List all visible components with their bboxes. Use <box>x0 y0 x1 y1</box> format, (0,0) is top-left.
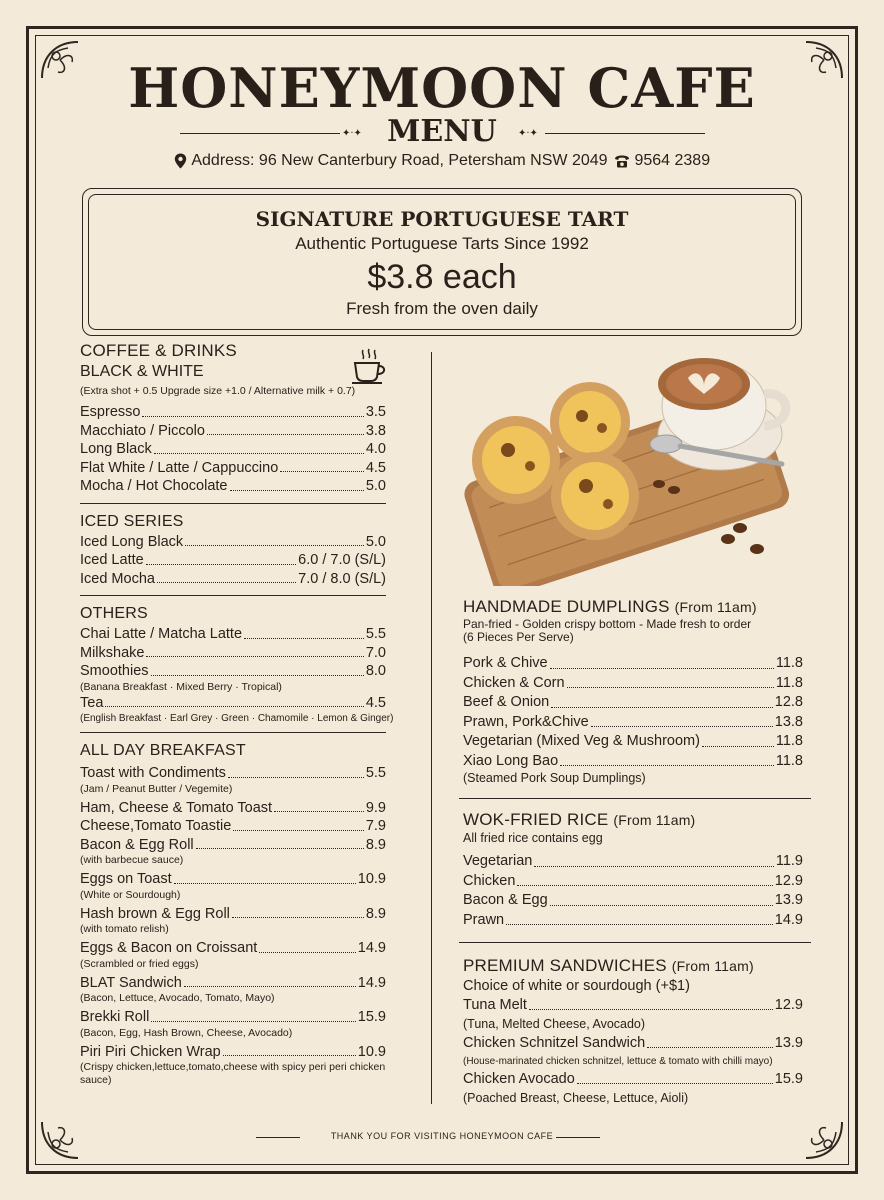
item-note: (Bacon, Lettuce, Avocado, Tomato, Mayo) <box>80 992 275 1004</box>
menu-item: Mocha / Hot Chocolate 5.0 <box>80 478 386 494</box>
left-column <box>80 340 394 1087</box>
item-note: (Crispy chicken,lettuce,tomato,cheese with spicy peri peri chicken sauce) <box>80 1061 386 1086</box>
section-divider <box>80 595 386 596</box>
item-note: (White or Sourdough) <box>80 888 181 901</box>
signature-title: SIGNATURE PORTUGUESE TART <box>255 207 629 231</box>
dumplings-title-text: HANDMADE DUMPLINGS <box>463 597 670 616</box>
coffee-and-tarts-illustration <box>452 346 800 586</box>
menu-item: Piri Piri Chicken Wrap 10.9 <box>80 1043 386 1060</box>
rice-section-title <box>463 809 803 831</box>
menu-item: Eggs on Toast 10.9 <box>80 871 386 887</box>
menu-item: Vegetarian 11.9 <box>463 853 803 869</box>
menu-item: Chai Latte / Matcha Latte 5.5 <box>80 626 386 642</box>
menu-item: Chicken & Corn 11.8 <box>463 674 803 691</box>
rice-list <box>463 852 803 930</box>
menu-item: Chicken 12.9 <box>463 872 803 889</box>
others-section-title: OTHERS <box>80 605 148 622</box>
sandwiches-note: Choice of white or sourdough (+$1) <box>463 978 690 994</box>
address-text: Address: 96 New Canterbury Road, Petersham NSW 2049 <box>191 152 608 169</box>
sandwiches-title-text: PREMIUM SANDWICHES <box>463 956 667 975</box>
menu-item: Iced Latte 6.0 / 7.0 (S/L) <box>80 552 386 568</box>
column-divider <box>431 352 432 1104</box>
menu-item: Ham, Cheese & Tomato Toast 9.9 <box>80 799 386 816</box>
menu-item: Tuna Melt 12.9 <box>463 997 803 1013</box>
ornament-left-icon: ✦·✦ <box>342 128 362 139</box>
menu-item: Milkshake 7.0 <box>80 644 386 661</box>
section-divider <box>459 798 811 799</box>
location-pin-icon <box>174 153 187 169</box>
menu-item: Espresso 3.5 <box>80 404 386 420</box>
dumplings-section-title <box>463 596 803 618</box>
coffee-cup-icon <box>349 346 389 386</box>
rice-title-text: WOK-FRIED RICE <box>463 810 609 829</box>
rice-note: All fried rice contains egg <box>463 831 603 845</box>
menu-item: Brekki Roll 15.9 <box>80 1009 386 1025</box>
item-note: (Scrambled or fried eggs) <box>80 957 199 970</box>
dumplings-note: Pan-fried - Golden crispy bottom - Made fresh to order <box>463 617 752 631</box>
right-column <box>463 596 803 1106</box>
section-divider <box>80 732 386 733</box>
menu-item: Hash brown & Egg Roll 8.9 <box>80 905 386 922</box>
sandwiches-list <box>463 996 803 1106</box>
signature-subtitle: Authentic Portuguese Tarts Since 1992 <box>295 234 589 253</box>
menu-item: Chicken Avocado 15.9 <box>463 1071 803 1087</box>
address-line <box>0 152 884 170</box>
xlb-note: (Steamed Pork Soup Dumplings) <box>463 771 646 785</box>
signature-price: $3.8 each <box>367 258 517 296</box>
menu-item: Smoothies 8.0 <box>80 663 386 679</box>
dumplings-time: (From 11am) <box>674 599 757 615</box>
signature-note: Fresh from the oven daily <box>346 299 538 318</box>
item-note: (with tomato relish) <box>80 923 169 935</box>
menu-item: Prawn 14.9 <box>463 911 803 928</box>
phone-icon <box>614 155 630 168</box>
item-note: (Poached Breast, Cheese, Lettuce, Aioli) <box>463 1091 689 1105</box>
rice-time: (From 11am) <box>613 812 696 828</box>
iced-section-title: ICED SERIES <box>80 512 184 530</box>
black-white-list <box>80 403 386 496</box>
item-note: (Tuna, Melted Cheese, Avocado) <box>463 1017 646 1031</box>
menu-item: Iced Long Black 5.0 <box>80 533 386 550</box>
menu-heading: MENU <box>387 114 497 149</box>
item-note: (House-marinated chicken schnitzel, lettuce & tomato with chilli mayo) <box>463 1056 773 1067</box>
menu-item: Prawn, Pork&Chive 13.8 <box>463 713 803 730</box>
menu-item: Bacon & Egg 13.9 <box>463 892 803 908</box>
section-divider <box>459 942 811 943</box>
menu-item: Chicken Schnitzel Sandwich 13.9 <box>463 1035 803 1051</box>
phone-text: 9564 2389 <box>634 152 711 169</box>
menu-item: Toast with Condiments 5.5 <box>80 765 386 781</box>
menu-item: Eggs & Bacon on Croissant 14.9 <box>80 940 386 956</box>
section-divider <box>80 503 386 504</box>
menu-item: Cheese,Tomato Toastie 7.9 <box>80 818 386 834</box>
menu-item: Tea 4.5 <box>80 694 386 711</box>
iced-list <box>80 533 386 589</box>
menu-item: Pork & Chive 11.8 <box>463 655 803 671</box>
tea-note: (English Breakfast · Earl Grey · Green · Chamomile · Lemon & Ginger) <box>80 713 394 724</box>
item-note: (Jam / Peanut Butter / Vegemite) <box>80 782 233 795</box>
menu-item: Beef & Onion 12.8 <box>463 694 803 710</box>
cafe-title: HONEYMOON CAFE <box>128 56 756 120</box>
menu-item: Xiao Long Bao 11.8 <box>463 752 803 769</box>
black-white-title: BLACK & WHITE <box>80 363 204 380</box>
item-note: (with barbecue sauce) <box>80 854 184 866</box>
black-white-note: (Extra shot + 0.5 Upgrade size +1.0 / Alternative milk + 0.7) <box>80 385 356 397</box>
menu-item: Flat White / Latte / Cappuccino 4.5 <box>80 459 386 476</box>
footer-text: THANK YOU FOR VISITING HONEYMOON CAFE <box>330 1131 554 1141</box>
sandwiches-time: (From 11am) <box>671 958 754 974</box>
menu-item: Macchiato / Piccolo 3.8 <box>80 422 386 439</box>
menu-item: Bacon & Egg Roll 8.9 <box>80 836 386 853</box>
item-note: (Bacon, Egg, Hash Brown, Cheese, Avocado) <box>80 1026 293 1039</box>
sandwiches-section-title <box>463 955 803 977</box>
ornament-right-icon: ✦·✦ <box>518 128 538 139</box>
breakfast-list <box>80 764 386 1087</box>
menu-item: Iced Mocha 7.0 / 8.0 (S/L) <box>80 570 386 587</box>
menu-item: Vegetarian (Mixed Veg & Mushroom) 11.8 <box>463 733 803 749</box>
dumplings-serve-note: (6 Pieces Per Serve) <box>463 630 574 644</box>
others-list <box>80 625 394 725</box>
breakfast-section-title: ALL DAY BREAKFAST <box>80 742 246 759</box>
coffee-section-title: COFFEE & DRINKS <box>80 341 237 360</box>
menu-item: BLAT Sandwich 14.9 <box>80 974 386 991</box>
menu-item: Long Black 4.0 <box>80 441 386 457</box>
dumplings-list <box>463 654 803 786</box>
smoothie-note: (Banana Breakfast · Mixed Berry · Tropical) <box>80 680 282 693</box>
